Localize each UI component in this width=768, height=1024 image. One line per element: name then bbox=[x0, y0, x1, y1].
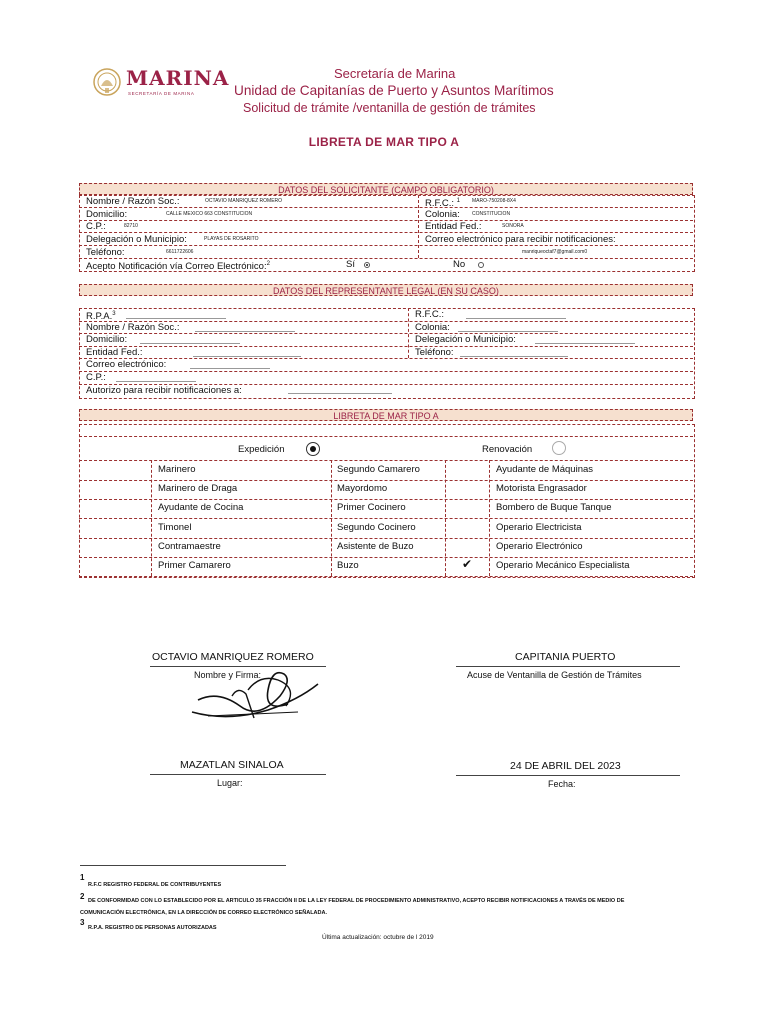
solicitante-section-title: DATOS DEL SOLICITANTE (CAMPO OBLIGATORIO) bbox=[79, 183, 693, 195]
renovacion-label: Renovación bbox=[482, 444, 533, 455]
footnote-2-number: 2 bbox=[80, 892, 85, 901]
occupation-col3-0: Ayudante de Máquinas bbox=[496, 464, 594, 475]
document-title: LIBRETA DE MAR TIPO A bbox=[308, 135, 460, 149]
rep-correo-label: Correo electrónico: bbox=[86, 359, 167, 370]
rep-entidad-label: Entidad Fed.: bbox=[86, 347, 143, 358]
occupation-col1-5: Primer Camarero bbox=[158, 560, 231, 571]
entidad-field[interactable]: SONORA bbox=[502, 223, 524, 229]
rfc-label: R.F.C.: $^1$ bbox=[425, 198, 461, 210]
rfc-field[interactable]: MARO-750208-8X4 bbox=[472, 198, 516, 204]
telefono-field[interactable]: 6611722606 bbox=[166, 249, 194, 255]
autorizo-label: Autorizo para recibir notificaciones a: bbox=[86, 385, 242, 396]
occupation-col3-1: Motorista Engrasador bbox=[496, 483, 587, 494]
rpa-label: R.P.A.$^3$ bbox=[86, 311, 116, 323]
occupation-col1-1: Marinero de Draga bbox=[158, 483, 238, 494]
nombre-field[interactable]: OCTAVIO MANRIQUEZ ROMERO bbox=[205, 198, 283, 204]
autorizo-field[interactable] bbox=[288, 393, 392, 394]
occupation-checkbox-col2-5[interactable] bbox=[332, 556, 445, 576]
libreta-section-title: LIBRETA DE MAR TIPO A bbox=[79, 409, 693, 421]
cp-field[interactable]: 82710 bbox=[124, 223, 138, 229]
domicilio-label: Domicilio: bbox=[86, 209, 128, 220]
rep-telefono-field[interactable] bbox=[460, 356, 568, 357]
no-label: No bbox=[453, 259, 466, 270]
occupation-col2-0: Segundo Camarero bbox=[337, 464, 420, 475]
occupation-checkbox-col2-1[interactable] bbox=[332, 479, 445, 499]
occupation-checkbox-col3-0[interactable] bbox=[446, 460, 489, 480]
footnote-3: R.P.A. REGISTRO DE PERSONAS AUTORIZADAS bbox=[88, 925, 217, 931]
header-line-3: Solicitud de trámite /ventanilla de gestión de trámites bbox=[243, 101, 536, 115]
representante-section-title: DATOS DEL REPRESENTANTE LEGAL (EN SU CASO) bbox=[79, 284, 693, 296]
header-line-2: Unidad de Capitanías de Puerto y Asuntos Marítimos bbox=[234, 83, 554, 98]
delegacion-label: Delegación o Municipio: bbox=[86, 234, 187, 245]
occupation-col2-1: Mayordomo bbox=[337, 483, 388, 494]
occupation-checkbox-col1-0[interactable] bbox=[80, 460, 151, 480]
rep-delegacion-label: Delegación o Municipio: bbox=[415, 334, 516, 345]
occupation-checkbox-col1-5[interactable] bbox=[80, 556, 151, 576]
expedicion-radio[interactable] bbox=[306, 442, 320, 456]
last-update: Última actualización: octubre de l 2019 bbox=[322, 934, 434, 941]
no-radio[interactable] bbox=[478, 262, 484, 268]
footnote-1: R.F.C REGISTRO FEDERAL DE CONTRIBUYENTES bbox=[88, 882, 222, 888]
lugar-label: Lugar: bbox=[217, 778, 243, 788]
occupation-checkbox-col1-1[interactable] bbox=[80, 479, 151, 499]
occupation-checkbox-col3-4[interactable] bbox=[446, 537, 489, 557]
occupation-checkbox-col3-1[interactable] bbox=[446, 479, 489, 499]
footnote-2-line-2: COMUNICACIÓN ELECTRÓNICA, EN LA DIRECCIÓN DE CORREO ELECTRÓNICO SEÑALADA. bbox=[80, 910, 327, 916]
renovacion-radio[interactable] bbox=[552, 441, 566, 455]
occupation-col1-0: Marinero bbox=[158, 464, 196, 475]
capitania-value: CAPITANIA PUERTO bbox=[515, 651, 616, 663]
rep-cp-label: C.P.: bbox=[86, 372, 106, 383]
occupation-col1-3: Timonel bbox=[158, 522, 192, 533]
rep-domicilio-field[interactable] bbox=[140, 343, 240, 344]
lugar-value: MAZATLAN SINALOA bbox=[180, 759, 284, 771]
occupation-checkbox-col3-2[interactable] bbox=[446, 498, 489, 518]
nombre-firma-label: Nombre y Firma: bbox=[194, 670, 262, 680]
rep-delegacion-field[interactable] bbox=[535, 343, 635, 344]
rep-colonia-label: Colonia: bbox=[415, 322, 450, 333]
occupation-checkbox-col2-4[interactable] bbox=[332, 537, 445, 557]
occupation-checkbox-col2-2[interactable] bbox=[332, 498, 445, 518]
occupation-col2-4: Asistente de Buzo bbox=[337, 541, 414, 552]
rep-domicilio-label: Domicilio: bbox=[86, 334, 128, 345]
colonia-label: Colonia: bbox=[425, 209, 460, 220]
occupation-checkbox-col1-3[interactable] bbox=[80, 518, 151, 538]
occupation-checkbox-col1-4[interactable] bbox=[80, 537, 151, 557]
buzo-check-mark-icon: ✔ bbox=[462, 557, 473, 571]
handwritten-signature-icon bbox=[188, 660, 328, 730]
rep-rfc-label: R.F.C.: bbox=[415, 309, 445, 320]
rep-rfc-field[interactable] bbox=[466, 318, 566, 319]
rep-nombre-field[interactable] bbox=[195, 331, 295, 332]
occupation-col2-5: Buzo bbox=[337, 560, 359, 571]
occupation-col1-4: Contramaestre bbox=[158, 541, 221, 552]
correo-label: Correo electrónico para recibir notificaciones: bbox=[425, 234, 616, 245]
occupation-col2-2: Primer Cocinero bbox=[337, 502, 406, 513]
occupation-checkbox-col1-2[interactable] bbox=[80, 498, 151, 518]
occupation-col3-5: Operario Mecánico Especialista bbox=[496, 560, 630, 571]
fecha-label: Fecha: bbox=[548, 779, 576, 789]
rep-nombre-label: Nombre / Razón Soc.: bbox=[86, 322, 180, 333]
rep-colonia-field[interactable] bbox=[458, 331, 558, 332]
occupation-col3-4: Operario Electrónico bbox=[496, 541, 583, 552]
logo-wordmark: MARINA bbox=[126, 66, 230, 90]
telefono-label: Teléfono: bbox=[86, 247, 125, 258]
marina-emblem-icon bbox=[92, 66, 122, 100]
nombre-label: Nombre / Razón Soc.: bbox=[86, 196, 180, 207]
footnote-1-number: 1 bbox=[80, 873, 85, 882]
cp-label: C.P.: bbox=[86, 221, 106, 232]
capitania-label: Acuse de Ventanilla de Gestión de Trámites bbox=[467, 670, 642, 680]
rep-correo-field[interactable] bbox=[190, 368, 270, 369]
acepto-label: Acepto Notificación vía Correo Electrónico:$^2$ bbox=[86, 261, 270, 273]
si-radio[interactable] bbox=[364, 262, 370, 268]
correo-field[interactable]: manriqueoctaf7@gmail.com0 bbox=[522, 249, 588, 255]
header-line-1: Secretaría de Marina bbox=[334, 66, 456, 81]
logo-subtitle: SECRETARÍA DE MARINA bbox=[128, 91, 195, 96]
footnote-2-line-1: DE CONFORMIDAD CON LO ESTABLECIDO POR EL ARTICULO 35 FRACCIÓN II DE LA LEY FEDERAL DE PROCEDIMIENTO ADMINISTRATIVO, ACEPTO RECIBIR NOTIFICACIONES A TRAVÉS DE MEDIO DE bbox=[88, 898, 625, 904]
rep-telefono-label: Teléfono: bbox=[415, 347, 454, 358]
footnote-3-number: 3 bbox=[80, 918, 85, 927]
rpa-field[interactable] bbox=[126, 318, 226, 319]
occupation-col3-2: Bombero de Buque Tanque bbox=[496, 502, 612, 513]
delegacion-field[interactable]: PLAYAS DE ROSARITO bbox=[204, 236, 259, 242]
occupation-checkbox-col2-3[interactable] bbox=[332, 518, 445, 538]
entidad-label: Entidad Fed.: bbox=[425, 221, 482, 232]
si-label: Sí bbox=[346, 259, 355, 270]
rep-cp-field[interactable] bbox=[116, 381, 196, 382]
domicilio-field[interactable]: CALLE MEXICO 663 CONSTITUCION bbox=[166, 211, 253, 217]
occupation-checkbox-col3-3[interactable] bbox=[446, 518, 489, 538]
occupation-col2-3: Segundo Cocinero bbox=[337, 522, 416, 533]
rep-entidad-field[interactable] bbox=[193, 356, 301, 357]
signer-name: OCTAVIO MANRIQUEZ ROMERO bbox=[152, 651, 314, 663]
expedicion-label: Expedición bbox=[238, 444, 285, 455]
colonia-field[interactable]: CONSTITUCION bbox=[472, 211, 511, 217]
occupation-col1-2: Ayudante de Cocina bbox=[158, 502, 244, 513]
occupation-checkbox-col2-0[interactable] bbox=[332, 460, 445, 480]
fecha-value: 24 DE ABRIL DEL 2023 bbox=[510, 760, 621, 772]
occupation-col3-3: Operario Electricista bbox=[496, 522, 582, 533]
